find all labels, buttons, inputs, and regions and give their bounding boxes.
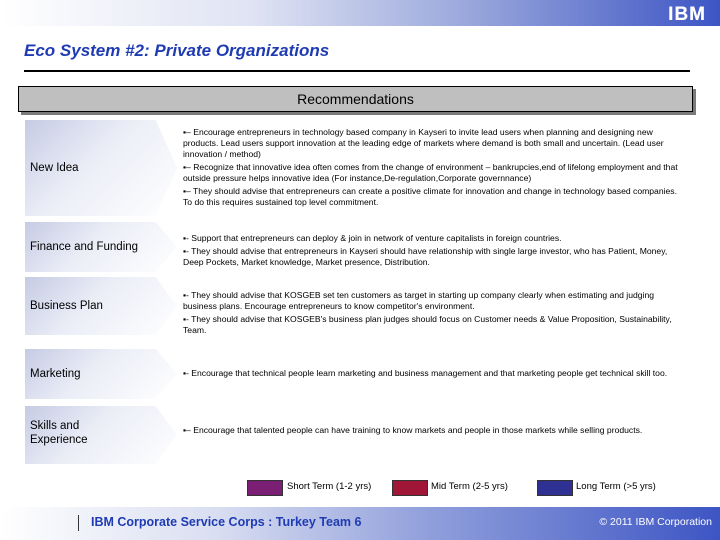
page-title: Eco System #2: Private Organizations bbox=[24, 41, 330, 60]
bullets-marketing bbox=[183, 368, 688, 381]
legend-swatch-short-term bbox=[247, 480, 283, 496]
bullets-business-plan bbox=[183, 290, 688, 338]
bullet-item: ▪– Encourage entrepreneurs in technology based company in Kayseri to invite lead users when planning and designing new products. Lead users support innovation at the leading edge of markets where demand is both small and uncertain. (Lead user innovation / method) bbox=[183, 127, 664, 159]
bullet-item: ▪- Support that entrepreneurs can deploy & join in network of venture capitalists in foreign countries. bbox=[183, 233, 562, 243]
bullets-skills-experience bbox=[183, 425, 688, 438]
row-label-skills-experience: Skills and Experience bbox=[30, 420, 88, 446]
row-label-marketing: Marketing bbox=[30, 368, 81, 380]
bullet-item: ▪- They should advise that KOSGEB set ten customers as target in starting up company clearly when estimating and judging business plans. Encourage entrepreneurs to know competitor's environment. bbox=[183, 290, 655, 311]
bullet-item: ▪- They should advise that entrepreneurs in Kayseri should have relationship with single large investor, who has Patient, Money, Deep Pockets, Market knowledge, Market presence, Distribution. bbox=[183, 246, 668, 267]
bullet-item: ▪– They should advise that entrepreneurs can create a positive climate for innovation and change in technology based companies. To do this requires sustained top level commitment. bbox=[183, 186, 677, 207]
legend-label-mid-term: Mid Term (2-5 yrs) bbox=[431, 481, 508, 492]
row-label-new-idea: New Idea bbox=[30, 162, 79, 174]
ibm-logo: IBM bbox=[668, 4, 706, 25]
row-label-finance-funding: Finance and Funding bbox=[30, 241, 139, 253]
legend-label-short-term: Short Term (1-2 yrs) bbox=[287, 481, 372, 492]
recommendations-header: Recommendations bbox=[18, 86, 693, 112]
footer-divider bbox=[78, 515, 79, 531]
legend-swatch-mid-term bbox=[392, 480, 428, 496]
legend-swatch-long-term bbox=[537, 480, 573, 496]
footer-team-label: IBM Corporate Service Corps : Turkey Team 6 bbox=[91, 515, 362, 529]
legend-label-long-term: Long Term (>5 yrs) bbox=[576, 481, 656, 492]
bullet-item: ▪- They should advise that KOSGEB's business plan judges should focus on Customer needs & Value Proposition, Sustainability, Team. bbox=[183, 314, 672, 335]
row-label-business-plan: Business Plan bbox=[30, 300, 103, 312]
top-banner bbox=[0, 0, 720, 26]
bullet-item: ▪– Encourage that talented people can have training to know markets and people in those markets while selling products. bbox=[183, 425, 643, 435]
footer-copyright: © 2011 IBM Corporation bbox=[599, 516, 712, 528]
title-divider bbox=[24, 70, 690, 72]
bullets-finance-funding bbox=[183, 233, 688, 270]
bullet-item: ▪- Encourage that technical people learn marketing and business management and that marketing people get technical skill too. bbox=[183, 368, 668, 378]
time-horizon-legend bbox=[0, 479, 720, 499]
bullets-new-idea bbox=[183, 127, 688, 210]
bullet-item: ▪– Recognize that innovative idea often comes from the change of environment – bankrupcies,end of lifelong employment and that outside pressure helps innovative idea (For instance,De-regulation,Corporate governnance) bbox=[183, 162, 678, 183]
